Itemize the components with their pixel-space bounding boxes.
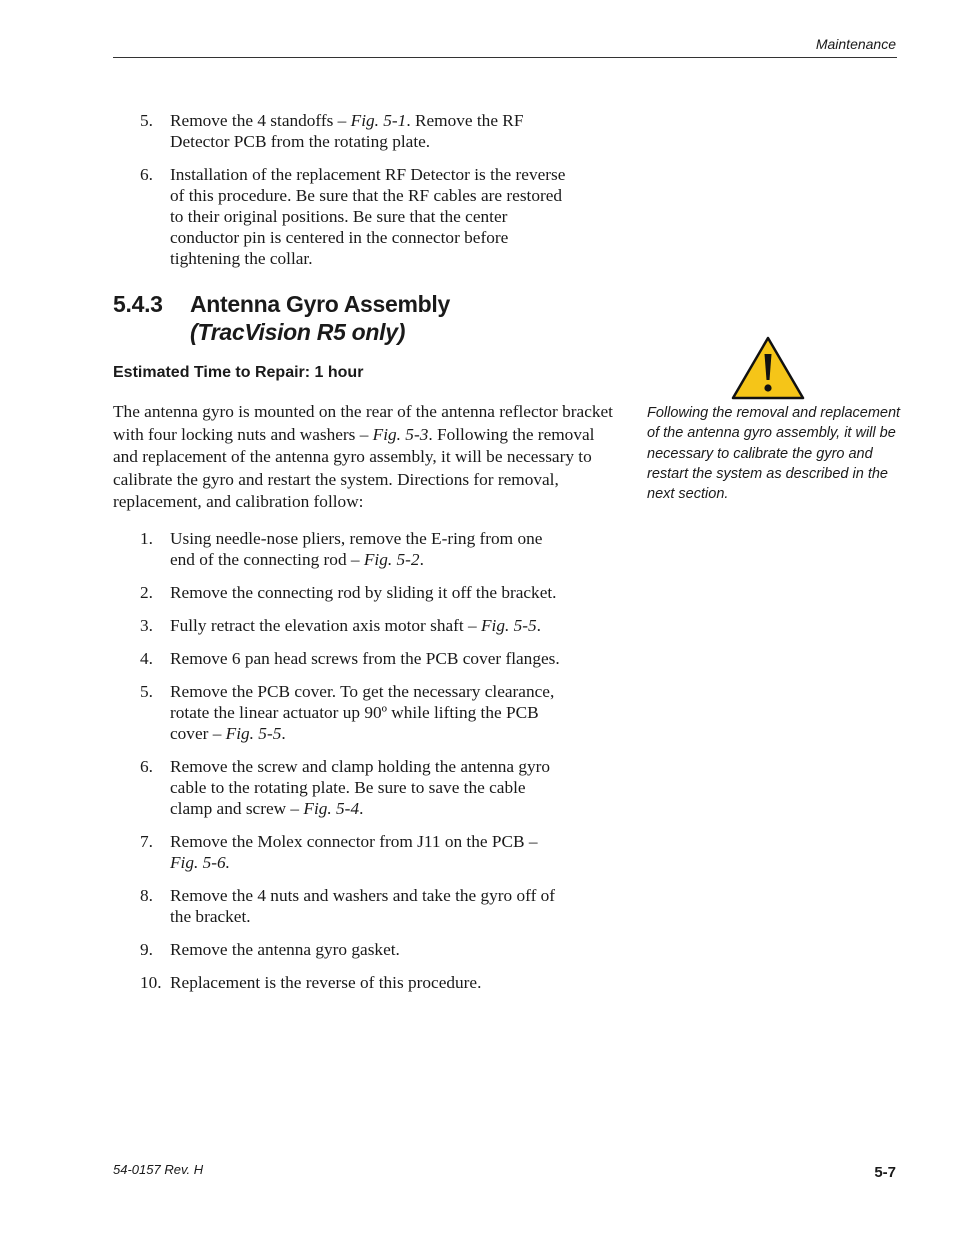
step-number: 6. [140,757,153,776]
figure-reference: Fig. 5-2 [363,550,420,569]
step-number: 7. [140,832,153,851]
step-text: Remove the screw and clamp holding the antenna gyro cable to the rotating plate. Be sure to save the cable clamp and screw – [170,757,551,818]
section-subtitle: (TracVision R5 only) [190,319,406,345]
step-text: Using needle-nose pliers, remove the E-ring from one end of the connecting rod – [170,529,543,569]
warning-note: Following the removal and replacement of the antenna gyro assembly, it will be necessary to calibrate the gyro and restart the system as described in the next section. [647,405,901,503]
step-text: Remove the 4 standoffs – [170,111,351,130]
section-title-text: Antenna Gyro Assembly [190,291,450,317]
list-item [113,885,570,927]
figure-reference: Fig. 5-3 [372,424,429,444]
step-tail: . [536,616,541,635]
header-rule [113,57,897,58]
footer-doc-number: 54-0157 Rev. H [113,1162,204,1177]
step-number: 5. [140,111,153,130]
figure-reference: Fig. 5-5 [480,616,537,635]
list-item [113,164,570,269]
step-number: 1. [140,529,153,548]
list-item [113,110,570,152]
list-item [113,582,560,603]
list-item [113,831,570,873]
list-item [113,681,570,744]
step-number: 2. [140,583,153,602]
step-text: Fully retract the elevation axis motor shaft – [170,616,481,635]
step-text: Remove the connecting rod by sliding it off the bracket. [170,583,557,602]
list-item [113,756,570,819]
step-number: 8. [140,886,153,905]
list-item [113,648,560,669]
procedure-steps-list [113,528,583,1005]
step-number: 4. [140,649,153,668]
step-text: Remove the PCB cover. To get the necessary clearance, rotate the linear actuator up 90º while lifting the PCB cover – [170,682,555,743]
step-number: 10. [140,973,162,992]
top-steps-list [113,110,583,281]
intro-text-continued: . Following the removal and replacement of the antenna gyro assembly, it will be necessary to calibrate the gyro and restart the system. Directions for removal, replacement, and calibration follow: [113,424,595,512]
step-number: 9. [140,940,153,959]
list-item [113,615,560,636]
warning-triangle-icon [731,336,805,400]
step-tail: . [359,799,364,818]
figure-reference: Fig. 5-5 [225,724,282,743]
step-tail: . [281,724,286,743]
list-item [113,939,570,960]
step-number: 6. [140,165,153,184]
step-number: 3. [140,616,153,635]
list-item [113,972,590,993]
step-text: Remove the antenna gyro gasket. [170,940,400,959]
intro-paragraph [113,401,613,514]
section-title [113,290,450,346]
intro-text: The antenna gyro is mounted on the rear of the antenna reflector bracket with four locking nuts and washers – [113,402,613,444]
section-number: 5.4.3 [113,291,163,317]
step-text: Remove 6 pan head screws from the PCB cover flanges. [170,649,560,668]
page-header-label: Maintenance [815,36,896,52]
step-text: Installation of the replacement RF Detector is the reverse of this procedure. Be sure that the RF cables are restored to their original positions. Be sure that the center conductor pin is centered in the connector before tightening the collar. [170,165,566,268]
step-tail: . [419,550,424,569]
figure-reference: Fig. 5-1 [350,111,407,130]
step-text: Replacement is the reverse of this procedure. [170,973,482,992]
figure-reference: Fig. 5-6. [170,853,230,872]
repair-time-heading: Estimated Time to Repair: 1 hour [113,364,364,381]
figure-reference: Fig. 5-4 [303,799,360,818]
step-text: Remove the 4 nuts and washers and take the gyro off of the bracket. [170,886,556,926]
list-item [113,528,570,570]
step-text: Remove the Molex connector from J11 on the PCB – [170,832,538,851]
footer-page-number: 5-7 [874,1164,896,1181]
step-number: 5. [140,682,153,701]
step-tail: . Remove the RF Detector PCB from the rotating plate. [170,111,524,151]
